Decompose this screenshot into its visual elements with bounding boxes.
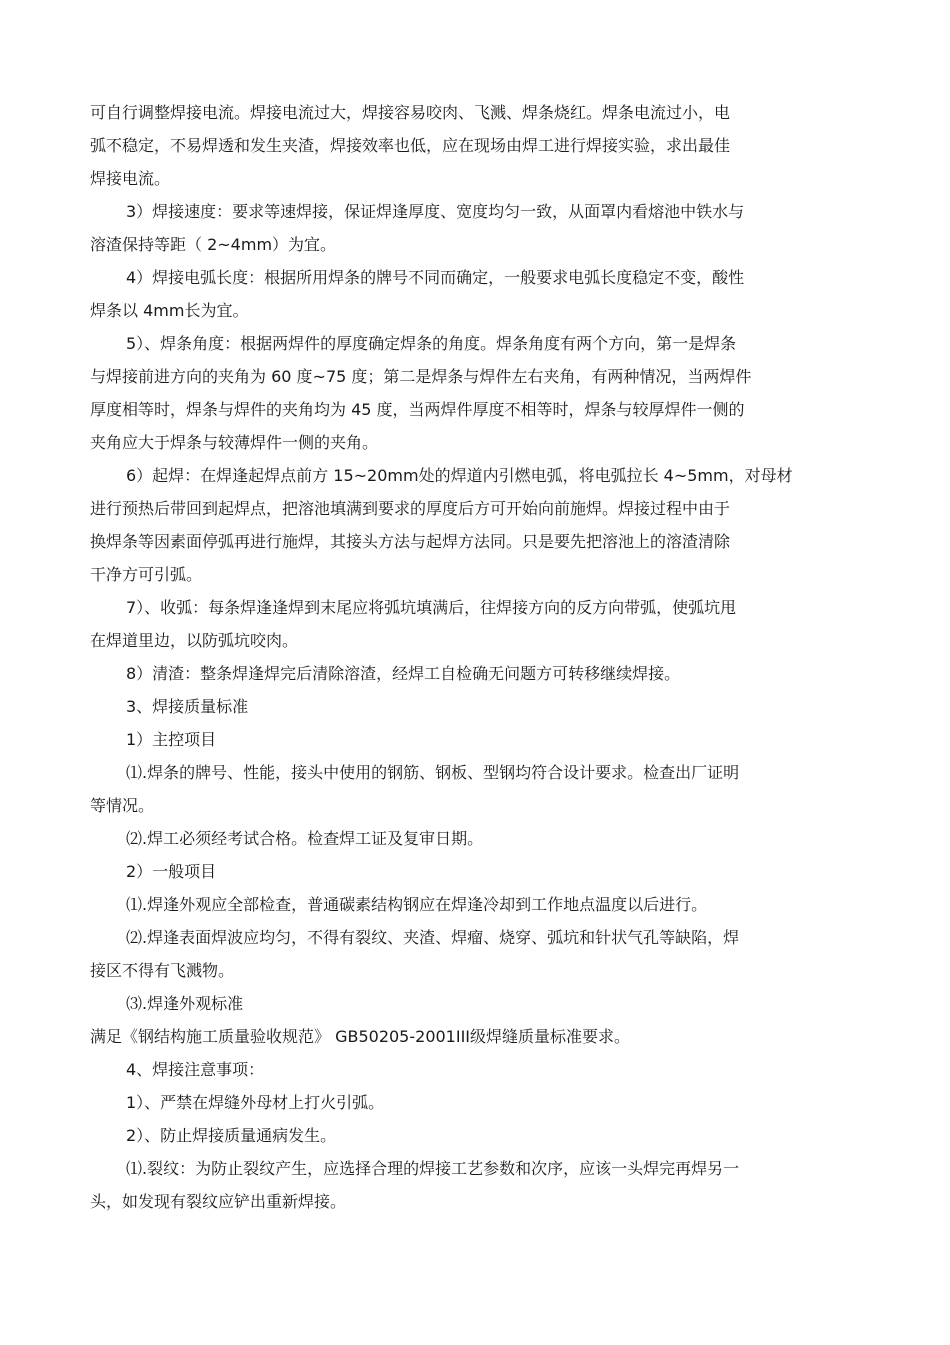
text-line: 2）一般项目 [126, 862, 217, 881]
text-line: 焊条以 4mm长为宜。 [90, 301, 249, 320]
text-line: 5）、焊条角度：根据两焊件的厚度确定焊条的角度。焊条角度有两个方向，第一是焊条 [126, 334, 737, 353]
text-line: 干净方可引弧。 [90, 565, 203, 584]
text-line: 3、焊接质量标准 [126, 697, 249, 716]
text-line: 焊接电流。 [90, 169, 171, 188]
text-line: ⑶.焊逢外观标准 [126, 994, 244, 1013]
text-line: 可自行调整焊接电流。焊接电流过大，焊接容易咬肉、飞溅、焊条烧红。焊条电流过小，电 [90, 103, 731, 122]
text-line: 厚度相等时，焊条与焊件的夹角均为 45 度，当两焊件厚度不相等时，焊条与较厚焊件一侧的 [90, 400, 745, 419]
body-text [90, 96, 870, 1218]
text-line: 弧不稳定，不易焊透和发生夹渣，焊接效率也低，应在现场由焊工进行焊接实验，求出最佳 [90, 136, 731, 155]
text-line: 3）焊接速度：要求等速焊接，保证焊逢厚度、宽度均匀一致，从面罩内看熔池中铁水与 [126, 202, 745, 221]
text-line: 7）、收弧：每条焊逢逢焊到末尾应将弧坑填满后，往焊接方向的反方向带弧，使弧坑甩 [126, 598, 737, 617]
text-line: 进行预热后带回到起焊点，把溶池填满到要求的厚度后方可开始向前施焊。焊接过程中由于 [90, 499, 731, 518]
text-line: 与焊接前进方向的夹角为 60 度~75 度；第二是焊条与焊件左右夹角，有两种情况，当两焊件 [90, 367, 752, 386]
text-line: 2）、防止焊接质量通病发生。 [126, 1126, 337, 1145]
text-line: 1）主控项目 [126, 730, 217, 749]
text-line: 等情况。 [90, 796, 155, 815]
text-line: ⑵.焊逢表面焊波应均匀，不得有裂纹、夹渣、焊瘤、烧穿、弧坑和针状气孔等缺陷，焊 [126, 928, 740, 947]
text-line: 1）、严禁在焊缝外母材上打火引弧。 [126, 1093, 385, 1112]
text-line: ⑵.焊工必须经考试合格。检查焊工证及复审日期。 [126, 829, 484, 848]
text-line: 4、焊接注意事项： [126, 1060, 265, 1079]
text-line: 头，如发现有裂纹应铲出重新焊接。 [90, 1192, 347, 1211]
text-line: ⑴.焊条的牌号、性能，接头中使用的钢筋、钢板、型钢均符合设计要求。检查出厂证明 [126, 763, 740, 782]
text-line: 夹角应大于焊条与较薄焊件一侧的夹角。 [90, 433, 379, 452]
text-line: 6）起焊：在焊逢起焊点前方 15~20mm处的焊道内引燃电弧，将电弧拉长 4~5mm，对母材 [126, 466, 793, 485]
text-line: ⑴.裂纹：为防止裂纹产生，应选择合理的焊接工艺参数和次序，应该一头焊完再焊另一 [126, 1159, 740, 1178]
text-line: 接区不得有飞溅物。 [90, 961, 235, 980]
text-line: 溶渣保持等距（ 2~4mm）为宜。 [90, 235, 337, 254]
text-line: 4）焊接电弧长度：根据所用焊条的牌号不同而确定，一般要求电弧长度稳定不变，酸性 [126, 268, 745, 287]
text-line: 换焊条等因素面停弧再进行施焊，其接头方法与起焊方法同。只是要先把溶池上的溶渣清除 [90, 532, 731, 551]
text-line: 8）清渣：整条焊逢焊完后清除溶渣，经焊工自检确无问题方可转移继续焊接。 [126, 664, 681, 683]
text-line: 在焊道里边，以防弧坑咬肉。 [90, 631, 299, 650]
text-line: 满足《钢结构施工质量验收规范》 GB50205-2001III级焊缝质量标准要求。 [90, 1027, 631, 1046]
text-line: ⑴.焊逢外观应全部检查，普通碳素结构钢应在焊逢冷却到工作地点温度以后进行。 [126, 895, 708, 914]
